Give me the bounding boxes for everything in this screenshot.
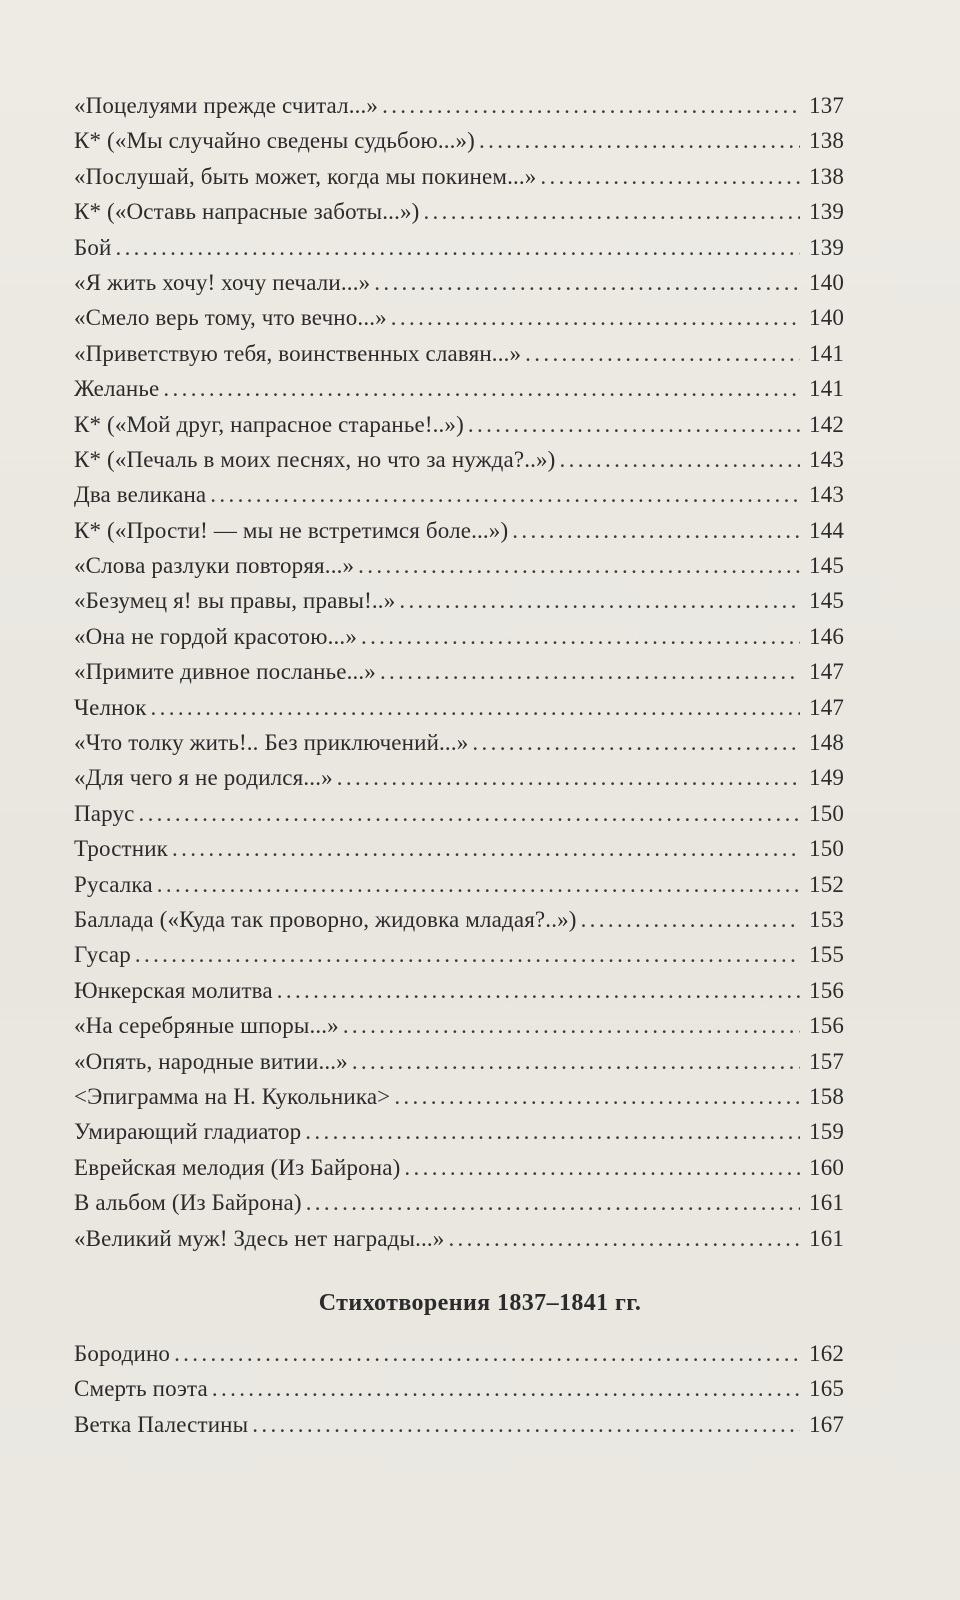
dot-leader <box>135 937 800 972</box>
toc-entry <box>74 1008 844 1043</box>
toc-entry-page-number: 138 <box>809 163 844 189</box>
toc-entry <box>74 725 844 760</box>
toc-entry-page-number: 156 <box>809 977 844 1003</box>
section-heading: Стихотворения 1837–1841 гг. <box>318 1290 642 1316</box>
toc-entry-title: «Слова разлуки повторяя...» <box>74 553 355 579</box>
toc-entry-page-number: 139 <box>809 199 844 225</box>
dot-leader <box>512 513 800 548</box>
toc-entry-page-number: 152 <box>809 871 844 897</box>
toc-entry-title: «На серебряные шпоры...» <box>74 1013 339 1039</box>
toc-entry-page-number: 140 <box>809 269 844 295</box>
toc-entry <box>74 407 844 442</box>
toc-entry-page-number: 148 <box>809 730 844 756</box>
toc-entry <box>74 88 844 123</box>
toc-entry-title: Ветка Палестины <box>74 1411 249 1437</box>
toc-entry-title: Бой <box>74 234 112 260</box>
toc-entry <box>74 1336 844 1371</box>
toc-entry-title: К* («Прости! — мы не встретимся боле...») <box>74 517 509 543</box>
toc-entry-page-number: 143 <box>809 446 844 472</box>
toc-entry-page-number: 138 <box>809 128 844 154</box>
toc-entry-page-number: 157 <box>809 1048 844 1074</box>
toc-entry-page-number: 153 <box>809 906 844 932</box>
toc-entry-title: Парус <box>74 800 135 826</box>
toc-entry-title: «Она не гордой красотою...» <box>74 623 357 649</box>
dot-leader <box>337 760 800 795</box>
toc-entry <box>74 937 844 972</box>
toc-entry <box>74 1407 844 1442</box>
dot-leader <box>305 1114 800 1149</box>
dot-leader <box>252 1407 800 1442</box>
toc-entry-page-number: 167 <box>809 1411 844 1437</box>
dot-leader <box>394 1079 800 1114</box>
dot-leader <box>374 265 800 300</box>
dot-leader <box>343 1008 800 1043</box>
toc-entry-title: «Великий муж! Здесь нет награды...» <box>74 1225 445 1251</box>
toc-entry-page-number: 155 <box>809 942 844 968</box>
toc-entry-page-number: 158 <box>809 1083 844 1109</box>
toc-entry-title: «Примите дивное посланье...» <box>74 659 376 685</box>
dot-leader <box>174 1336 800 1371</box>
toc-entry-title: Русалка <box>74 871 153 897</box>
toc-entry-title: «Послушай, быть может, когда мы покинем...» <box>74 163 537 189</box>
dot-leader <box>468 407 800 442</box>
toc-entry-title: «Поцелуями прежде считал...» <box>74 93 379 118</box>
toc-entry-page-number: 150 <box>809 800 844 826</box>
toc-entry-title: Желанье <box>74 376 160 402</box>
dot-leader <box>423 194 800 229</box>
toc-entry-title: Еврейская мелодия (Из Байрона) <box>74 1154 401 1180</box>
toc-entry-page-number: 143 <box>809 482 844 508</box>
toc-entry-page-number: 161 <box>809 1190 844 1216</box>
toc-entry-title: Гусар <box>74 942 131 968</box>
toc-entry <box>74 1221 844 1256</box>
toc-entry-page-number: 147 <box>809 659 844 685</box>
dot-leader <box>391 300 800 335</box>
dot-leader <box>448 1221 800 1256</box>
dot-leader <box>157 867 800 902</box>
dot-leader <box>581 902 800 937</box>
toc-entry-title: К* («Оставь напрасные заботы...») <box>74 199 420 225</box>
toc-entry-page-number: 159 <box>809 1119 844 1145</box>
toc-entry <box>74 760 844 795</box>
toc-entry-title: «Для чего я не родился...» <box>74 765 333 791</box>
toc-entry-title: «Что толку жить!.. Без приключений...» <box>74 730 469 756</box>
toc-entry <box>74 1371 844 1406</box>
toc-entry-title: «Я жить хочу! хочу печали...» <box>74 269 371 295</box>
toc-entry <box>74 1185 844 1220</box>
toc-entry-title: «Приветствую тебя, воинственных славян...» <box>74 340 522 366</box>
toc-entry <box>74 300 844 335</box>
toc-entry-title: Юнкерская молитва <box>74 977 273 1003</box>
dot-leader <box>399 583 800 618</box>
toc-entry <box>74 654 844 689</box>
toc-entry <box>74 194 844 229</box>
toc-entry <box>74 336 844 371</box>
toc-entry-title: «Опять, народные витии...» <box>74 1048 348 1074</box>
toc-entry-page-number: 141 <box>809 340 844 366</box>
dot-leader <box>352 1044 800 1079</box>
toc-entry-page-number: 147 <box>809 694 844 720</box>
toc-entry-title: К* («Мой друг, напрасное старанье!..») <box>74 411 464 437</box>
toc-entry-title: Два великана <box>74 482 207 508</box>
toc-entry-title: Умирающий гладиатор <box>74 1119 302 1145</box>
toc-entry-page-number: 156 <box>809 1013 844 1039</box>
toc-entry <box>74 867 844 902</box>
toc-entry-page-number: 145 <box>809 588 844 614</box>
dot-leader <box>115 230 800 265</box>
dot-leader <box>525 336 800 371</box>
dot-leader <box>138 796 800 831</box>
dot-leader <box>380 654 800 689</box>
toc-entry-page-number: 144 <box>809 517 844 543</box>
toc-entry <box>74 548 844 583</box>
toc-entry <box>74 477 844 512</box>
toc-entry <box>74 583 844 618</box>
toc-entry <box>74 1114 844 1149</box>
toc-entry-page-number: 141 <box>809 376 844 402</box>
table-of-contents-section <box>74 1336 844 1442</box>
toc-entry-title: Смерть поэта <box>74 1376 208 1402</box>
toc-entry <box>74 619 844 654</box>
toc-entry-title: «Безумец я! вы правы, правы!..» <box>74 588 396 614</box>
dot-leader <box>163 371 800 406</box>
toc-entry-page-number: 146 <box>809 623 844 649</box>
toc-entry <box>74 230 844 265</box>
toc-entry-title: <Эпиграмма на Н. Кукольника> <box>74 1083 391 1109</box>
dot-leader <box>540 159 800 194</box>
toc-entry-page-number: 161 <box>809 1225 844 1251</box>
dot-leader <box>479 123 800 158</box>
toc-entry <box>74 831 844 866</box>
toc-entry-page-number: 160 <box>809 1154 844 1180</box>
dot-leader <box>151 690 800 725</box>
toc-entry-title: Челнок <box>74 694 147 720</box>
toc-entry-page-number: 165 <box>809 1376 844 1402</box>
toc-entry <box>74 690 844 725</box>
toc-entry-title: Тростник <box>74 836 168 862</box>
toc-entry <box>74 902 844 937</box>
toc-entry-page-number: 137 <box>809 93 844 118</box>
toc-entry <box>74 1044 844 1079</box>
dot-leader <box>361 619 800 654</box>
dot-leader <box>306 1185 800 1220</box>
dot-leader <box>358 548 800 583</box>
dot-leader <box>472 725 800 760</box>
toc-entry-page-number: 140 <box>809 305 844 331</box>
toc-entry-page-number: 139 <box>809 234 844 260</box>
dot-leader <box>277 973 800 1008</box>
toc-entry <box>74 123 844 158</box>
toc-entry-title: Баллада («Куда так проворно, жидовка младая?..») <box>74 906 577 932</box>
toc-entry-page-number: 150 <box>809 836 844 862</box>
toc-entry-page-number: 162 <box>809 1341 844 1366</box>
dot-leader <box>382 88 800 123</box>
toc-entry <box>74 796 844 831</box>
table-of-contents <box>74 88 844 1256</box>
toc-entry <box>74 1079 844 1114</box>
toc-entry <box>74 159 844 194</box>
toc-entry <box>74 513 844 548</box>
toc-entry-title: «Смело верь тому, что вечно...» <box>74 305 387 331</box>
toc-entry-title: В альбом (Из Байрона) <box>74 1190 302 1216</box>
toc-entry <box>74 442 844 477</box>
toc-entry-title: Бородино <box>74 1341 171 1366</box>
dot-leader <box>404 1150 800 1185</box>
dot-leader <box>212 1371 800 1406</box>
dot-leader <box>172 831 800 866</box>
toc-entry-title: К* («Печаль в моих песнях, но что за нужда?..») <box>74 446 556 472</box>
toc-entry <box>74 1150 844 1185</box>
toc-entry <box>74 265 844 300</box>
toc-entry <box>74 973 844 1008</box>
toc-entry-title: К* («Мы случайно сведены судьбою...») <box>74 128 475 154</box>
toc-entry-page-number: 142 <box>809 411 844 437</box>
toc-entry <box>74 371 844 406</box>
dot-leader <box>210 477 800 512</box>
dot-leader <box>560 442 801 477</box>
toc-entry-page-number: 149 <box>809 765 844 791</box>
toc-entry-page-number: 145 <box>809 553 844 579</box>
